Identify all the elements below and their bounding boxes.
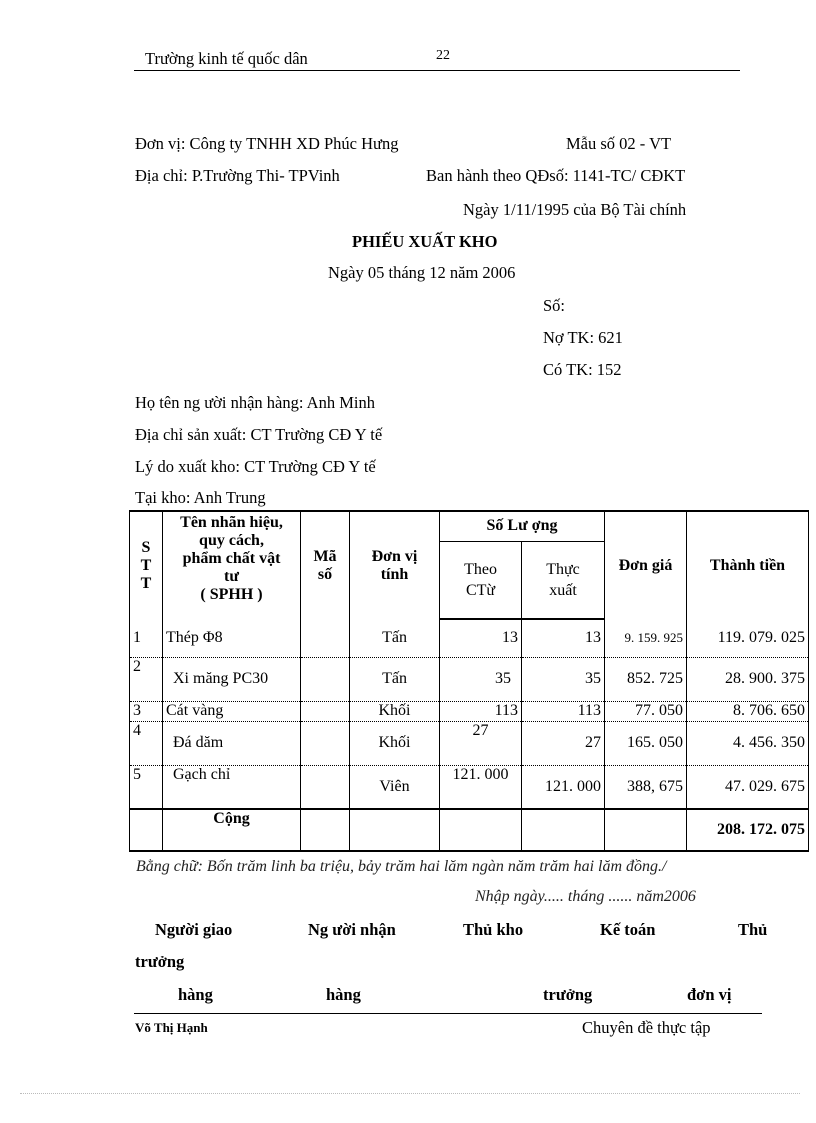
total-amount: 208. 172. 075 xyxy=(687,809,809,851)
cell-name: Xi măng PC30 xyxy=(163,657,301,701)
cell-qty-doc: 113 xyxy=(440,701,522,721)
header-unit: Đơn vị tính xyxy=(350,511,440,619)
table-row xyxy=(130,619,809,657)
cell-unit: Khối xyxy=(350,721,440,765)
cell-price: 388, 675 xyxy=(605,765,687,809)
credit-account: Có TK: 152 xyxy=(543,360,622,379)
import-date: Nhập ngày..... tháng ...... năm2006 xyxy=(475,888,696,905)
cell-name: Cát vàng xyxy=(163,701,301,721)
total-row xyxy=(130,809,809,851)
cell-code xyxy=(301,657,350,701)
table-row xyxy=(130,765,809,809)
cell-qty-actual: 13 xyxy=(522,619,605,657)
cell-qty-actual: 35 xyxy=(522,657,605,701)
header-code: Mã số xyxy=(301,511,350,619)
cell-amount: 47. 029. 675 xyxy=(687,765,809,809)
footer-topic: Chuyên đề thực tập xyxy=(582,1018,711,1037)
cell-name: Gạch chỉ xyxy=(163,765,301,809)
table-row xyxy=(130,701,809,721)
cell-stt: 5 xyxy=(130,765,163,809)
production-address: Địa chỉ sản xuất: CT Trường CĐ Y tế xyxy=(135,425,383,444)
school-name: Trường kinh tế quốc dân xyxy=(145,49,308,68)
voucher-number: Số: xyxy=(543,296,566,315)
cell-code xyxy=(301,619,350,657)
cell-amount: 28. 900. 375 xyxy=(687,657,809,701)
cell-code xyxy=(301,701,350,721)
cell-code xyxy=(301,765,350,809)
cell-code xyxy=(301,721,350,765)
page-bottom-dots xyxy=(20,1093,800,1094)
cell-qty-doc: 35 xyxy=(440,657,522,701)
table-row xyxy=(130,721,809,765)
sig-unit: đơn vị xyxy=(687,985,732,1004)
cell-stt: 3 xyxy=(130,701,163,721)
header-rule xyxy=(134,70,740,71)
cell-amount: 119. 079. 025 xyxy=(687,619,809,657)
cell-qty-actual: 113 xyxy=(522,701,605,721)
sig-head: Thủ xyxy=(738,920,768,939)
footer-rule xyxy=(134,1013,762,1014)
sig-truong-1: trưởng xyxy=(135,952,185,971)
total-label: Cộng xyxy=(163,809,301,851)
export-reason: Lý do xuất kho: CT Trường CĐ Y tế xyxy=(135,457,376,476)
org-address: Địa chỉ: P.Trường Thi- TPVinh xyxy=(135,166,340,185)
sig-storekeeper: Thủ kho xyxy=(463,920,524,939)
warehouse: Tại kho: Anh Trung xyxy=(135,488,266,507)
sig-hang-2: hàng xyxy=(326,985,361,1004)
amount-in-words: Bằng chữ: Bốn trăm linh ba triệu, bảy trăm hai lăm ngàn năm trăm hai lăm đồng./ xyxy=(136,858,667,875)
cell-stt: 1 xyxy=(130,619,163,657)
cell-qty-doc: 121. 000 xyxy=(440,765,522,809)
header-stt: S T T xyxy=(130,511,163,619)
cell-amount: 4. 456. 350 xyxy=(687,721,809,765)
cell-stt: 4 xyxy=(130,721,163,765)
cell-qty-doc: 27 xyxy=(440,721,522,765)
sig-truong-2: trưởng xyxy=(543,985,593,1004)
cell-unit: Tấn xyxy=(350,619,440,657)
cell-price: 77. 050 xyxy=(605,701,687,721)
header-quantity: Số Lư ợng xyxy=(440,511,605,541)
document-title: PHIẾU XUẤT KHO xyxy=(352,232,498,251)
cell-qty-doc: 13 xyxy=(440,619,522,657)
cell-qty-actual: 27 xyxy=(522,721,605,765)
cell-price: 9. 159. 925 xyxy=(605,619,687,657)
footer-author: Võ Thị Hạnh xyxy=(135,1020,208,1035)
goods-table xyxy=(129,510,809,852)
table-row xyxy=(130,657,809,701)
cell-price: 165. 050 xyxy=(605,721,687,765)
header-amount: Thành tiền xyxy=(687,511,809,619)
sig-hang-1: hàng xyxy=(178,985,213,1004)
document-date: Ngày 05 tháng 12 năm 2006 xyxy=(328,263,516,282)
page-number: 22 xyxy=(436,48,450,63)
org-unit: Đơn vị: Công ty TNHH XD Phúc Hưng xyxy=(135,134,399,153)
header-price: Đơn giá xyxy=(605,511,687,619)
header-name: Tên nhãn hiệu, quy cách, phẩm chất vật tư ( SPHH ) xyxy=(163,511,301,619)
sig-deliverer: Người giao xyxy=(155,920,233,939)
sig-receiver: Ng ười nhận xyxy=(308,920,396,939)
cell-unit: Tấn xyxy=(350,657,440,701)
cell-qty-actual: 121. 000 xyxy=(522,765,605,809)
decision-date: Ngày 1/11/1995 của Bộ Tài chính xyxy=(463,200,687,219)
receiver-name: Họ tên ng ười nhận hàng: Anh Minh xyxy=(135,393,375,412)
cell-name: Đá dăm xyxy=(163,721,301,765)
sig-accountant: Kế toán xyxy=(600,920,656,939)
cell-price: 852. 725 xyxy=(605,657,687,701)
decision-ref: Ban hành theo QĐsố: 1141-TC/ CĐKT xyxy=(426,166,686,185)
cell-unit: Khối xyxy=(350,701,440,721)
cell-name: Thép Φ8 xyxy=(163,619,301,657)
cell-unit: Viên xyxy=(350,765,440,809)
form-number: Mẫu số 02 - VT xyxy=(566,134,672,153)
header-qty-actual: Thực xuất xyxy=(522,541,605,619)
cell-stt: 2 xyxy=(130,657,163,701)
cell-amount: 8. 706. 650 xyxy=(687,701,809,721)
debit-account: Nợ TK: 621 xyxy=(543,328,623,347)
header-qty-doc: Theo CTừ xyxy=(440,541,522,619)
